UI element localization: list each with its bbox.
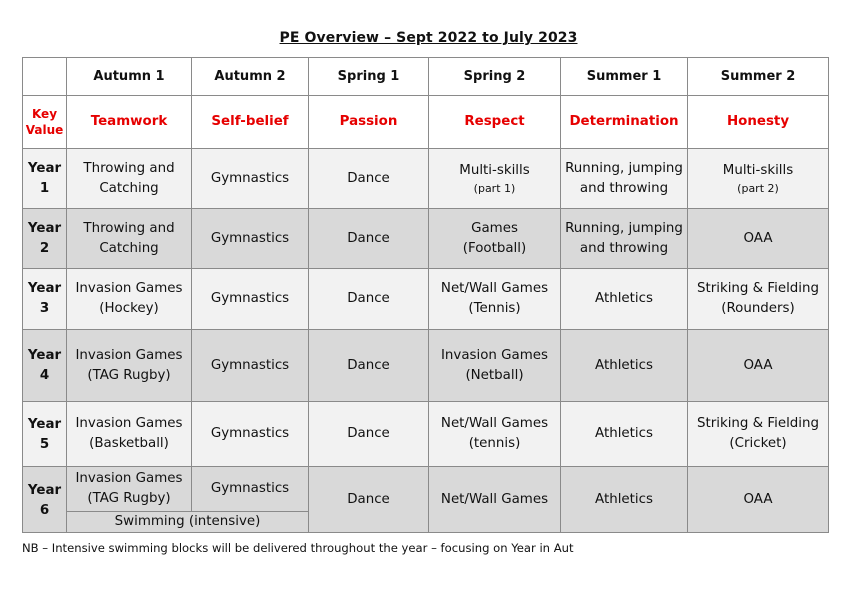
cell-spring-1: Dance <box>309 209 429 269</box>
cell-summer-2: OAA <box>688 209 829 269</box>
value-passion: Passion <box>309 96 429 149</box>
cell-summer-2: OAA <box>688 467 829 533</box>
cell-spring-2: Net/Wall Games (Tennis) <box>429 269 561 330</box>
value-determination: Determination <box>561 96 688 149</box>
table-row <box>23 330 829 402</box>
value-respect: Respect <box>429 96 561 149</box>
cell-spring-2: Games (Football) <box>429 209 561 269</box>
cell-autumn-1: Invasion Games (TAG Rugby) <box>67 467 192 512</box>
cell-spring-2: Multi-skills (part 1) <box>429 149 561 209</box>
header-spring-2: Spring 2 <box>429 58 561 96</box>
value-self-belief: Self-belief <box>192 96 309 149</box>
header-spring-1: Spring 1 <box>309 58 429 96</box>
key-value-label: Key Value <box>23 96 67 149</box>
cell-summer-1: Athletics <box>561 269 688 330</box>
cell-autumn-1: Invasion Games (Basketball) <box>67 402 192 467</box>
cell-spring-2: Invasion Games (Netball) <box>429 330 561 402</box>
year-label: Year 1 <box>23 149 67 209</box>
cell-autumn-1: Throwing and Catching <box>67 209 192 269</box>
key-value-row <box>23 96 829 149</box>
cell-autumn-1: Throwing and Catching <box>67 149 192 209</box>
pe-overview-table <box>22 57 829 533</box>
cell-summer-1: Athletics <box>561 402 688 467</box>
cell-autumn-2: Gymnastics <box>192 330 309 402</box>
corner-cell <box>23 58 67 96</box>
table-row <box>23 402 829 467</box>
year-label: Year 5 <box>23 402 67 467</box>
swimming-intensive-cell: Swimming (intensive) <box>67 512 309 533</box>
table-row <box>23 209 829 269</box>
cell-summer-2: OAA <box>688 330 829 402</box>
cell-summer-1: Athletics <box>561 330 688 402</box>
table-row <box>23 269 829 330</box>
header-autumn-2: Autumn 2 <box>192 58 309 96</box>
cell-spring-1: Dance <box>309 330 429 402</box>
cell-spring-2: Net/Wall Games (tennis) <box>429 402 561 467</box>
value-teamwork: Teamwork <box>67 96 192 149</box>
cell-autumn-2: Gymnastics <box>192 269 309 330</box>
value-honesty: Honesty <box>688 96 829 149</box>
cell-summer-2: Striking & Fielding (Rounders) <box>688 269 829 330</box>
year-label: Year 6 <box>23 467 67 533</box>
year-label: Year 2 <box>23 209 67 269</box>
year-label: Year 4 <box>23 330 67 402</box>
cell-summer-2: Multi-skills (part 2) <box>688 149 829 209</box>
cell-summer-1: Athletics <box>561 467 688 533</box>
table-row <box>23 149 829 209</box>
cell-autumn-2: Gymnastics <box>192 402 309 467</box>
cell-autumn-2: Gymnastics <box>192 149 309 209</box>
page-title: PE Overview – Sept 2022 to July 2023 <box>279 30 578 46</box>
cell-spring-1: Dance <box>309 149 429 209</box>
cell-summer-1: Running, jumping and throwing <box>561 149 688 209</box>
header-row <box>23 58 829 96</box>
cell-spring-1: Dance <box>309 467 429 533</box>
cell-autumn-1: Invasion Games (TAG Rugby) <box>67 330 192 402</box>
year-label: Year 3 <box>23 269 67 330</box>
cell-summer-1: Running, jumping and throwing <box>561 209 688 269</box>
cell-autumn-2: Gymnastics <box>192 209 309 269</box>
cell-autumn-1: Invasion Games (Hockey) <box>67 269 192 330</box>
header-summer-1: Summer 1 <box>561 58 688 96</box>
cell-autumn-2: Gymnastics <box>192 467 309 512</box>
cell-spring-1: Dance <box>309 402 429 467</box>
header-summer-2: Summer 2 <box>688 58 829 96</box>
footnote: NB – Intensive swimming blocks will be delivered throughout the year – focusing on Year in Aut <box>22 541 574 555</box>
cell-spring-2: Net/Wall Games <box>429 467 561 533</box>
header-autumn-1: Autumn 1 <box>67 58 192 96</box>
cell-spring-1: Dance <box>309 269 429 330</box>
cell-summer-2: Striking & Fielding (Cricket) <box>688 402 829 467</box>
table-row <box>23 467 829 512</box>
